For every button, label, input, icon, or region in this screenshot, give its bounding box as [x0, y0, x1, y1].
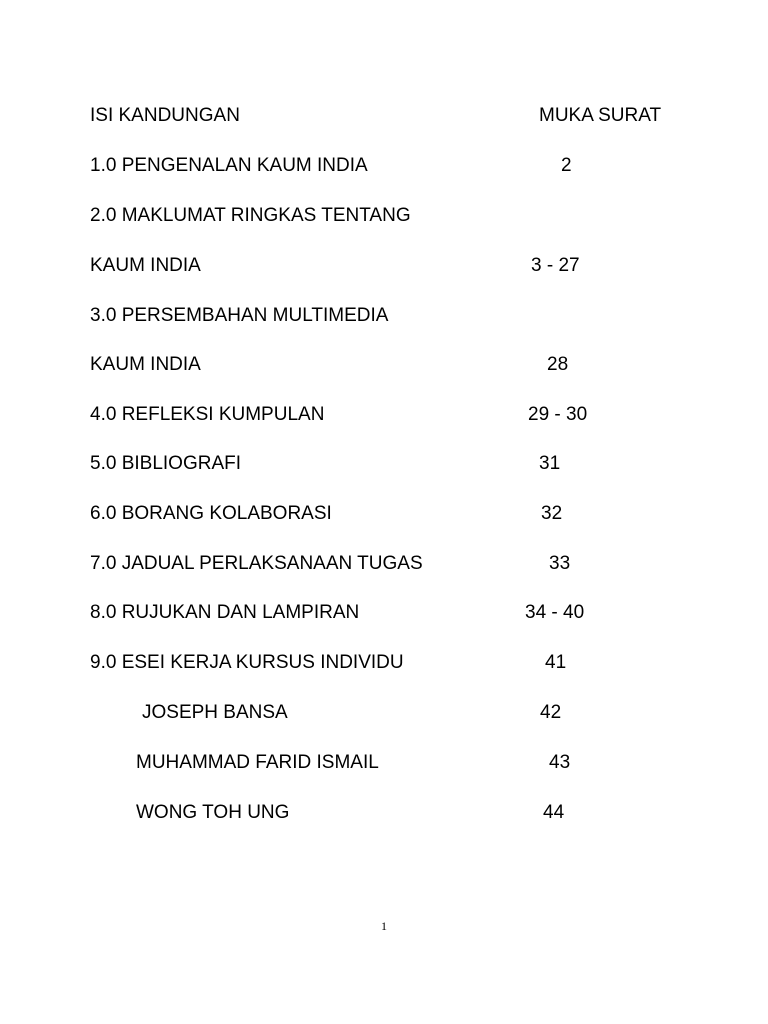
toc-entry-page: 3 - 27 [531, 255, 580, 276]
toc-subentry-title: JOSEPH BANSA [142, 702, 288, 723]
toc-entry-title: KAUM INDIA [90, 255, 201, 276]
toc-entry [0, 303, 768, 329]
toc-entry [0, 501, 768, 527]
toc-heading: ISI KANDUNGAN [90, 105, 240, 126]
toc-entry-title: 4.0 REFLEKSI KUMPULAN [90, 404, 325, 425]
toc-entry-title: 3.0 PERSEMBAHAN MULTIMEDIA [90, 305, 389, 326]
toc-subentry-title: WONG TOH UNG [136, 802, 290, 823]
toc-subentry [0, 750, 768, 776]
toc-entry [0, 402, 768, 428]
toc-entry-title: 2.0 MAKLUMAT RINGKAS TENTANG [90, 205, 411, 226]
toc-entry-title: 6.0 BORANG KOLABORASI [90, 503, 332, 524]
toc-entry [0, 253, 768, 279]
toc-subentry [0, 700, 768, 726]
toc-entry-page: 42 [540, 702, 562, 723]
toc-subentry [0, 800, 768, 826]
toc-entry [0, 203, 768, 229]
toc-entry-page: 32 [541, 503, 563, 524]
toc-entry-page: 28 [547, 354, 569, 375]
toc-entry-page: 31 [539, 453, 561, 474]
toc-entry-title: 9.0 ESEI KERJA KURSUS INDIVIDU [90, 652, 404, 673]
toc-entry-title: 5.0 BIBLIOGRAFI [90, 453, 241, 474]
toc-entry-page: 34 - 40 [525, 602, 585, 623]
toc-entry [0, 352, 768, 378]
toc-entry-page: 43 [549, 752, 571, 773]
toc-header-row [0, 103, 768, 129]
toc-entry-page: 2 [561, 155, 572, 176]
footer-page-number: 1 [381, 919, 387, 933]
toc-entry-page: 44 [543, 802, 565, 823]
page-column-heading: MUKA SURAT [539, 105, 662, 126]
toc-entry [0, 153, 768, 179]
toc-entry-title: 8.0 RUJUKAN DAN LAMPIRAN [90, 602, 360, 623]
toc-entry-title: 7.0 JADUAL PERLAKSANAAN TUGAS [90, 553, 423, 574]
toc-entry-title: 1.0 PENGENALAN KAUM INDIA [90, 155, 368, 176]
toc-entry [0, 451, 768, 477]
toc-subentry-title: MUHAMMAD FARID ISMAIL [136, 752, 379, 773]
toc-entry-page: 33 [549, 553, 571, 574]
toc-entry [0, 650, 768, 676]
toc-entry [0, 551, 768, 577]
toc-entry-page: 41 [545, 652, 567, 673]
toc-entry-page: 29 - 30 [528, 404, 588, 425]
toc-entry [0, 600, 768, 626]
toc-entry-title: KAUM INDIA [90, 354, 201, 375]
